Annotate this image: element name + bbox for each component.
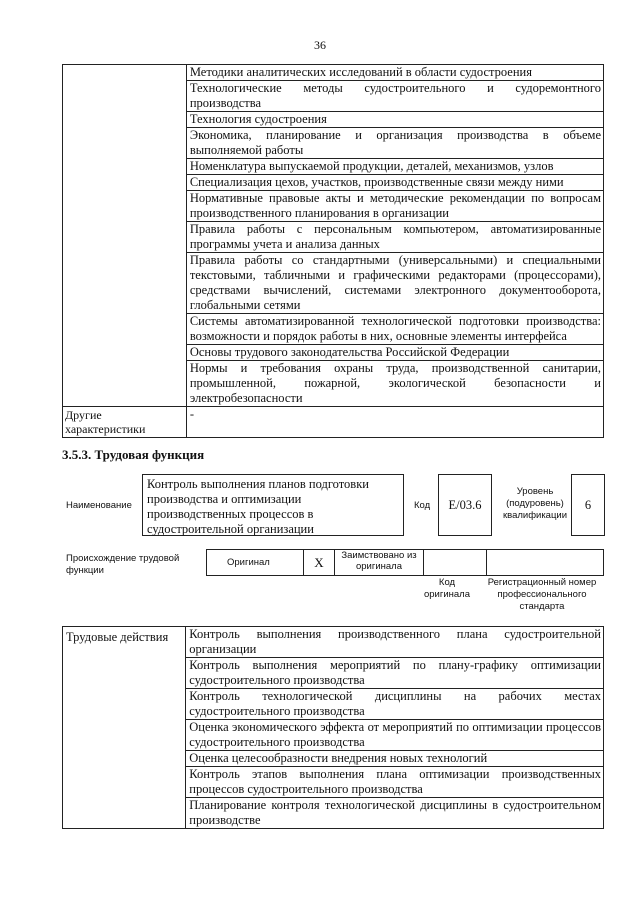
action-item: Контроль выполнения производственного плана судостроительной организации <box>186 627 604 658</box>
registration-number-label: Регистрационный номер профессионального стандарта <box>487 577 597 612</box>
function-name-box: Контроль выполнения планов подготовки производства и оптимизации производственных процессов в судостроительной организации <box>142 474 404 536</box>
knowledge-item: Номенклатура выпускаемой продукции, деталей, механизмов, узлов <box>186 159 603 175</box>
knowledge-item: Правила работы с персональным компьютером, автоматизированные программы учета и анализа данных <box>186 222 603 253</box>
origin-original-cell: Оригинал <box>207 550 304 576</box>
action-item: Контроль выполнения мероприятий по плану-графику оптимизации судостроительного производства <box>186 658 604 689</box>
knowledge-item: Методики аналитических исследований в области судостроения <box>186 65 603 81</box>
knowledge-table <box>62 64 604 438</box>
origin-mark-cell: X <box>304 550 335 576</box>
qualification-level-box: 6 <box>571 474 605 536</box>
action-item: Оценка экономического эффекта от мероприятий по оптимизации процессов судостроительного производства <box>186 720 604 751</box>
function-code-box: E/03.6 <box>438 474 492 536</box>
knowledge-item: Нормативные правовые акты и методические рекомендации по вопросам производственного планирования в организации <box>186 191 603 222</box>
action-item: Контроль этапов выполнения плана оптимизации производственных процессов судостроительного производства <box>186 767 604 798</box>
knowledge-item: Технология судостроения <box>186 112 603 128</box>
action-item: Оценка целесообразности внедрения новых технологий <box>186 751 604 767</box>
origin-label: Происхождение трудовой функции <box>66 553 180 576</box>
origin-table <box>206 549 604 576</box>
knowledge-item: Экономика, планирование и организация производства в объеме выполняемой работы <box>186 128 603 159</box>
actions-label: Трудовые действия <box>63 627 186 829</box>
origin-reg-cell <box>487 550 604 576</box>
knowledge-item: Нормы и требования охраны труда, производственной санитарии, промышленной, пожарной, экологической безопасности и электробезопасности <box>186 361 603 407</box>
table-row <box>207 550 604 576</box>
knowledge-item: Специализация цехов, участков, производственные связи между ними <box>186 175 603 191</box>
table-row <box>63 407 604 438</box>
origin-code-label: Код оригинала <box>423 577 470 600</box>
table-row <box>63 65 604 81</box>
page-number: 36 <box>314 38 326 52</box>
action-item: Планирование контроля технологической дисциплины в судостроительном производстве <box>186 798 604 829</box>
knowledge-item: Системы автоматизированной технологической подготовки производства: возможности и порядок работы в них, основные элементы интерфейса <box>186 314 603 345</box>
other-characteristics-label: Другие характеристики <box>63 407 187 438</box>
knowledge-item: Основы трудового законодательства Российской Федерации <box>186 345 603 361</box>
other-characteristics-value: - <box>186 407 603 438</box>
actions-table <box>62 626 604 829</box>
name-label: Наименование <box>66 500 132 511</box>
action-item: Контроль технологической дисциплины на рабочих местах судостроительного производства <box>186 689 604 720</box>
qualification-level-label: Уровень (подуровень) квалификации <box>502 486 568 521</box>
section-heading: 3.5.3. Трудовая функция <box>62 447 205 462</box>
knowledge-label-cell <box>63 65 187 407</box>
origin-code-cell <box>424 550 487 576</box>
code-label: Код <box>414 500 431 511</box>
knowledge-item: Правила работы со стандартными (универсальными) и специальными текстовыми, табличными и графическими редакторами (процессорами), средствами вычислений, системами электронного документооборота, глобальными сетями <box>186 253 603 314</box>
knowledge-item: Технологические методы судостроительного и судоремонтного производства <box>186 81 603 112</box>
table-row <box>63 627 604 658</box>
origin-borrowed-cell: Заимствовано из оригинала <box>335 550 424 576</box>
